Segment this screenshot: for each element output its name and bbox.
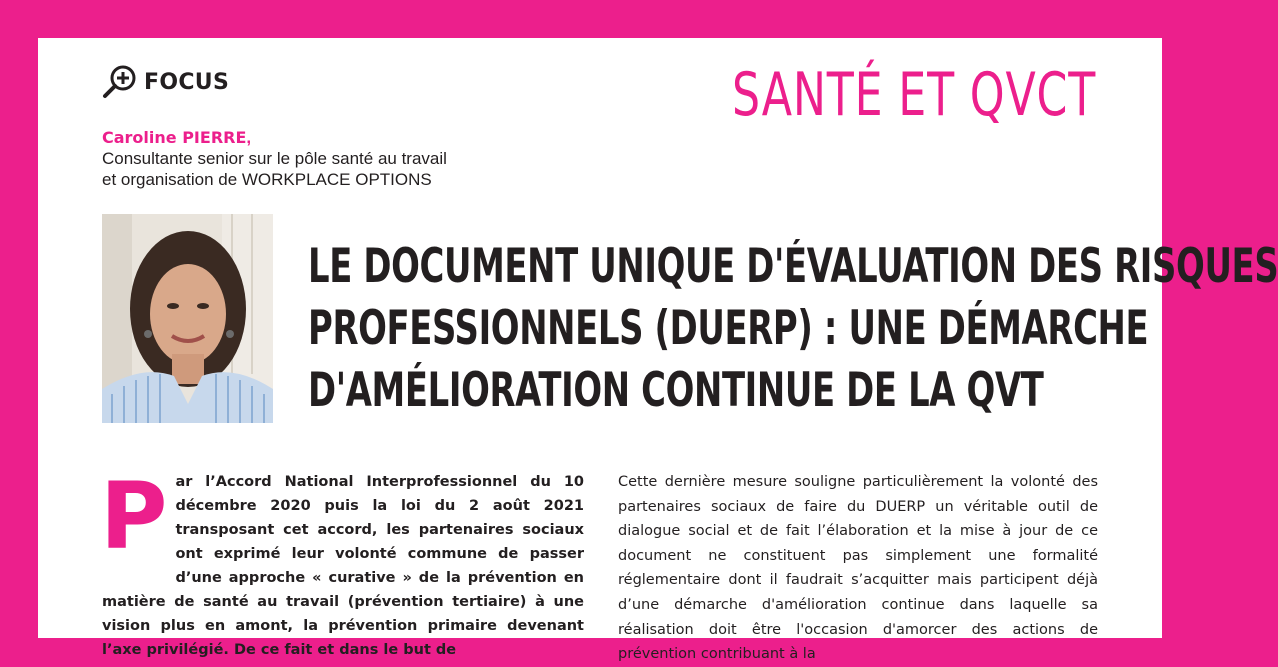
headline-line-3: D'AMÉLIORATION CONTINUE DE LA QVT: [308, 363, 1044, 418]
magnifier-plus-icon: [102, 64, 138, 100]
focus-label: FOCUS: [144, 69, 230, 95]
dropcap: P: [100, 463, 168, 570]
author-role-line1: Consultante senior sur le pôle santé au travail: [102, 149, 447, 168]
article-headline: [308, 236, 1278, 422]
focus-tag: [102, 64, 229, 100]
headline-line-1: LE DOCUMENT UNIQUE D'ÉVALUATION DES RISQUES: [308, 239, 1278, 294]
author-block: [102, 127, 447, 190]
article-page: [38, 38, 1278, 663]
author-name: Caroline PIERRE: [102, 128, 247, 147]
author-comma: ,: [246, 128, 252, 147]
body-left-paragraph: ar l’Accord National Interprofessionnel du 10 décembre 2020 puis la loi du 2 août 2021 transposant cet accord, les partenaires sociaux ont exprimé leur volonté commune de passer d’une approche « curative » de la prévention en matière de santé au travail (prévention tertiaire) à une vision plus en amont, la prévention primaire devenant l’axe privilégié. De ce fait et dans le but de: [102, 474, 584, 658]
author-role-line2: et organisation de WORKPLACE OPTIONS: [102, 170, 432, 189]
author-photo: [102, 214, 273, 423]
body-column-left: [100, 463, 584, 662]
body-right-paragraph: Cette dernière mesure souligne particulièrement la volonté des partenaires sociaux de faire du DUERP un véritable outil de dialogue social et de fait l’élaboration et la mise à jour de ce document ne constituent pas simplement une formalité réglementaire dont il faudrait s’acquitter mais participent déjà d’une démarche d'amélioration continue dans laquelle sa réalisation doit être l'occasion d'amorcer des actions de prévention contribuant à la: [618, 474, 1098, 663]
body-column-right: [618, 470, 1098, 667]
headline-line-2: PROFESSIONNELS (DUERP) : UNE DÉMARCHE: [308, 301, 1149, 356]
section-title: SANTÉ ET QVCT: [731, 60, 1096, 130]
